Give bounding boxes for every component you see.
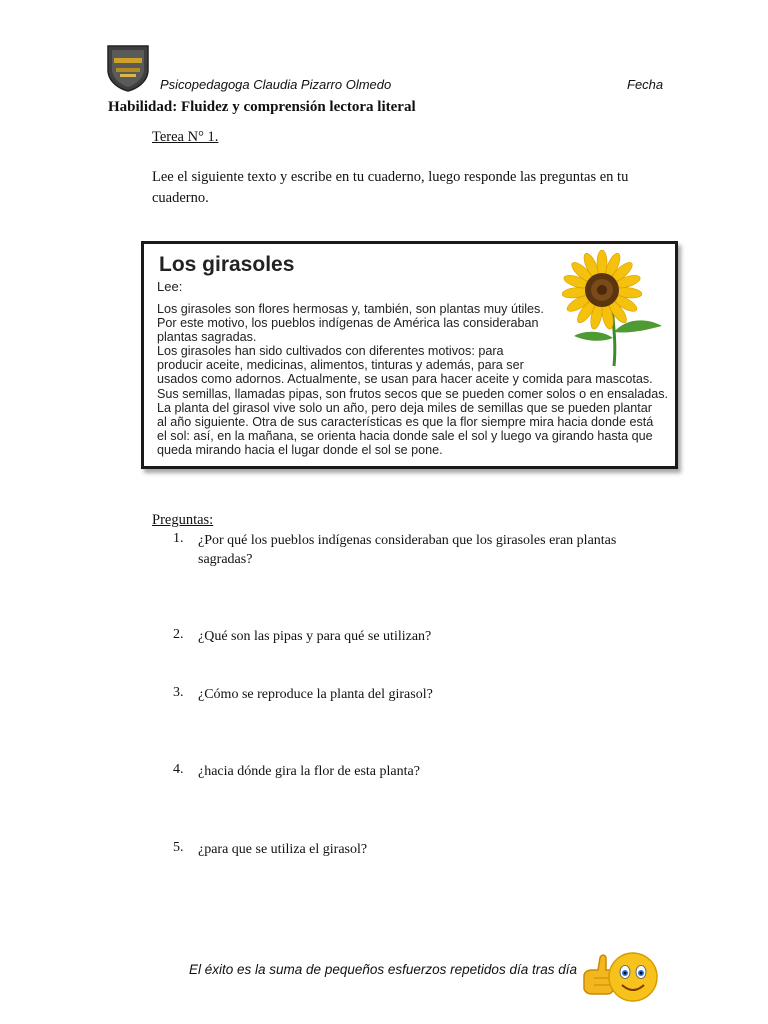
reading-subtitle: Lee: xyxy=(157,279,183,294)
date-label: Fecha xyxy=(627,77,664,92)
sunflower-image xyxy=(554,250,668,368)
school-crest-icon xyxy=(106,44,150,92)
question-text: ¿Por qué los pueblos indígenas consideraban que los girasoles eran plantas sagradas? xyxy=(198,533,617,567)
question-number: 2. xyxy=(173,627,184,642)
question-text: ¿para que se utiliza el girasol? xyxy=(198,842,368,857)
skill-heading: Habilidad: Fluidez y comprensión lectora literal xyxy=(108,99,416,115)
thumbs-up-emoji-icon xyxy=(578,946,660,1004)
question-text: ¿Cómo se reproduce la planta del girasol? xyxy=(198,687,433,702)
question-number: 3. xyxy=(173,685,184,700)
question-text: ¿Qué son las pipas y para qué se utilizan? xyxy=(198,629,432,644)
questions-heading: Preguntas: xyxy=(152,512,214,528)
author-name: Psicopedagoga Claudia Pizarro Olmedo xyxy=(160,77,392,92)
motto-text: El éxito es la suma de pequeños esfuerzos repetidos día tras día xyxy=(189,962,577,977)
question-number: 1. xyxy=(173,531,184,546)
question-number: 5. xyxy=(173,840,184,855)
question-number: 4. xyxy=(173,762,184,777)
task-title: Terea N° 1. xyxy=(152,129,219,145)
reading-body: Los girasoles son flores hermosas y, también, son plantas muy útiles. Por este motivo, los pueblos indígenas de América las consideraban plantas sagradas. Los girasoles han sido cultivados con diferentes motivos: para producir aceite, medicinas, alimentos, tinturas y además, para ser usados como adornos. Actualmente, se usan para hacer aceite y comida para mascotas. Sus semillas, llamadas pipas, son frutos secos que se pueden comer solos o en ensaladas. La planta del girasol vive solo un año, pero deja miles de semillas que se pueden plantar al año siguiente. Otra de sus características es que la flor siempre mira hacia donde está el sol: así, en la mañana, se orienta hacia donde sale el sol y luego va girando hasta que queda mirando hacia el lugar donde el sol se pone. xyxy=(157,302,669,457)
reading-title: Los girasoles xyxy=(159,253,295,276)
task-instruction: Lee el siguiente texto y escribe en tu cuaderno, luego responde las preguntas en tu cuaderno. xyxy=(152,169,629,206)
question-text: ¿hacia dónde gira la flor de esta planta? xyxy=(198,764,420,779)
reading-box xyxy=(141,241,678,469)
